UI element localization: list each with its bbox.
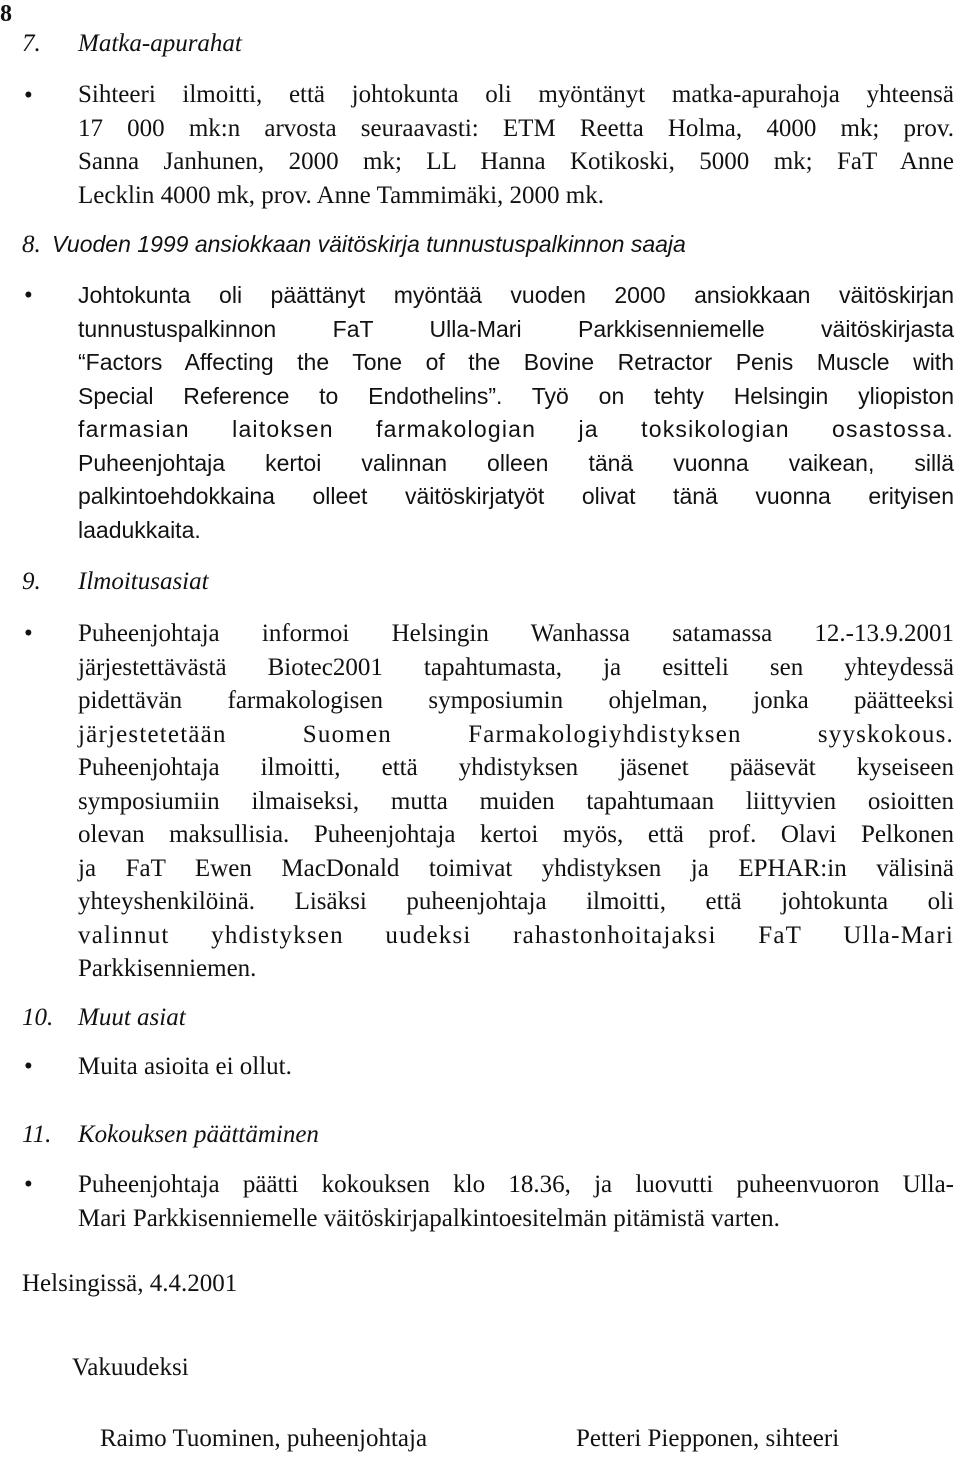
section-number: 10. [22,1004,54,1031]
signatory-chairman: Raimo Tuominen, puheenjohtaja [100,1425,428,1452]
text-line: Mari Parkkisenniemelle väitöskirjapalkintoesitelmän pitämistä varten. [78,1204,780,1232]
section-10-paragraph [78,1050,954,1084]
section-10-heading [22,1002,186,1034]
text-line: Puheenjohtaja kertoi valinnan olleen tänä vuonna vaikean, sillä [78,449,954,476]
section-9-heading [22,566,209,598]
text-line: Muita asioita ei ollut. [78,1053,292,1080]
bullet-icon: • [24,620,33,647]
section-title: Vuoden 1999 ansiokkaan väitöskirja tunnustuspalkinnon saaja [52,231,686,257]
page-number: 8 [0,1,12,27]
text-line: laadukkaita. [78,516,201,543]
section-number: 9. [22,568,41,595]
section-title: Muut asiat [78,1004,186,1031]
section-title: Ilmoitusasiat [78,568,209,595]
text-line: “Factors Affecting the Tone of the Bovine Retractor Penis Muscle with [78,349,954,375]
text-line: Special Reference to Endothelins”. Työ on tehty Helsingin yliopiston [78,382,954,409]
text-line: farmasian laitoksen farmakologian ja toksikologian osastossa. [78,416,954,442]
section-number: 11. [22,1121,52,1148]
attestation-label: Vakuudeksi [72,1354,189,1381]
text-line: valinnut yhdistyksen uudeksi rahastonhoitajaksi FaT Ulla-Mari [78,921,954,949]
section-7-heading [22,28,242,60]
bullet-icon: • [24,282,33,309]
section-11-heading [22,1119,319,1151]
text-line: Puheenjohtaja informoi Helsingin Wanhassa satamassa 12.-13.9.2001 [78,620,954,647]
text-line: Johtokunta oli päättänyt myöntää vuoden 2000 ansiokkaan väitöskirjan [78,282,954,308]
text-line: olevan maksullisia. Puheenjohtaja kertoi myös, että prof. Olavi Pelkonen [78,821,954,848]
text-line: Puheenjohtaja ilmoitti, että yhdistyksen jäsenet pääsevät kyseiseen [78,754,954,781]
text-line: Puheenjohtaja päätti kokouksen klo 18.36, ja luovutti puheenvuoron Ulla- [78,1171,954,1198]
section-title: Kokouksen päättäminen [78,1121,319,1148]
section-title: Matka-apurahat [78,30,242,57]
section-8-paragraph [78,279,954,547]
bullet-icon: • [24,1171,33,1198]
section-8-heading [22,228,686,261]
text-line: järjestettävästä Biotec2001 tapahtumasta, ja esitteli sen yhteydessä [78,653,954,681]
signatory-secretary: Petteri Piepponen, sihteeri [576,1425,840,1452]
text-line: 17 000 mk:n arvosta seuraavasti: ETM Reetta Holma, 4000 mk; prov. [78,114,954,142]
section-7-paragraph [78,78,954,212]
text-line: Sihteeri ilmoitti, että johtokunta oli myöntänyt matka-apurahoja yhteensä [78,81,954,108]
section-number: 7. [22,30,41,57]
text-line: symposiumiin ilmaiseksi, mutta muiden tapahtumaan liittyvien osioitten [78,787,954,815]
text-line: tunnustuspalkinnon FaT Ulla-Mari Parkkisenniemelle väitöskirjasta [78,315,954,342]
section-9-paragraph [78,617,954,986]
bullet-icon: • [24,82,33,109]
text-line: ja FaT Ewen MacDonald toimivat yhdistyksen ja EPHAR:in välisinä [78,854,954,882]
section-11-paragraph [78,1168,954,1235]
section-number: 8. [22,231,41,258]
text-line: Sanna Janhunen, 2000 mk; LL Hanna Kotikoski, 5000 mk; FaT Anne [78,148,954,175]
bullet-icon: • [24,1053,33,1080]
text-line: pidettävän farmakologisen symposiumin ohjelman, jonka päätteeksi [78,687,954,714]
place-and-date: Helsingissä, 4.4.2001 [22,1270,238,1297]
text-line: järjestetetään Suomen Farmakologiyhdistyksen syyskokous. [78,720,954,748]
text-line: Parkkisenniemen. [78,955,257,982]
text-line: palkintoehdokkaina olleet väitöskirjatyöt olivat tänä vuonna erityisen [78,483,954,509]
text-line: Lecklin 4000 mk, prov. Anne Tammimäki, 2000 mk. [78,181,604,209]
text-line: yhteyshenkilöinä. Lisäksi puheenjohtaja ilmoitti, että johtokunta oli [78,888,954,915]
